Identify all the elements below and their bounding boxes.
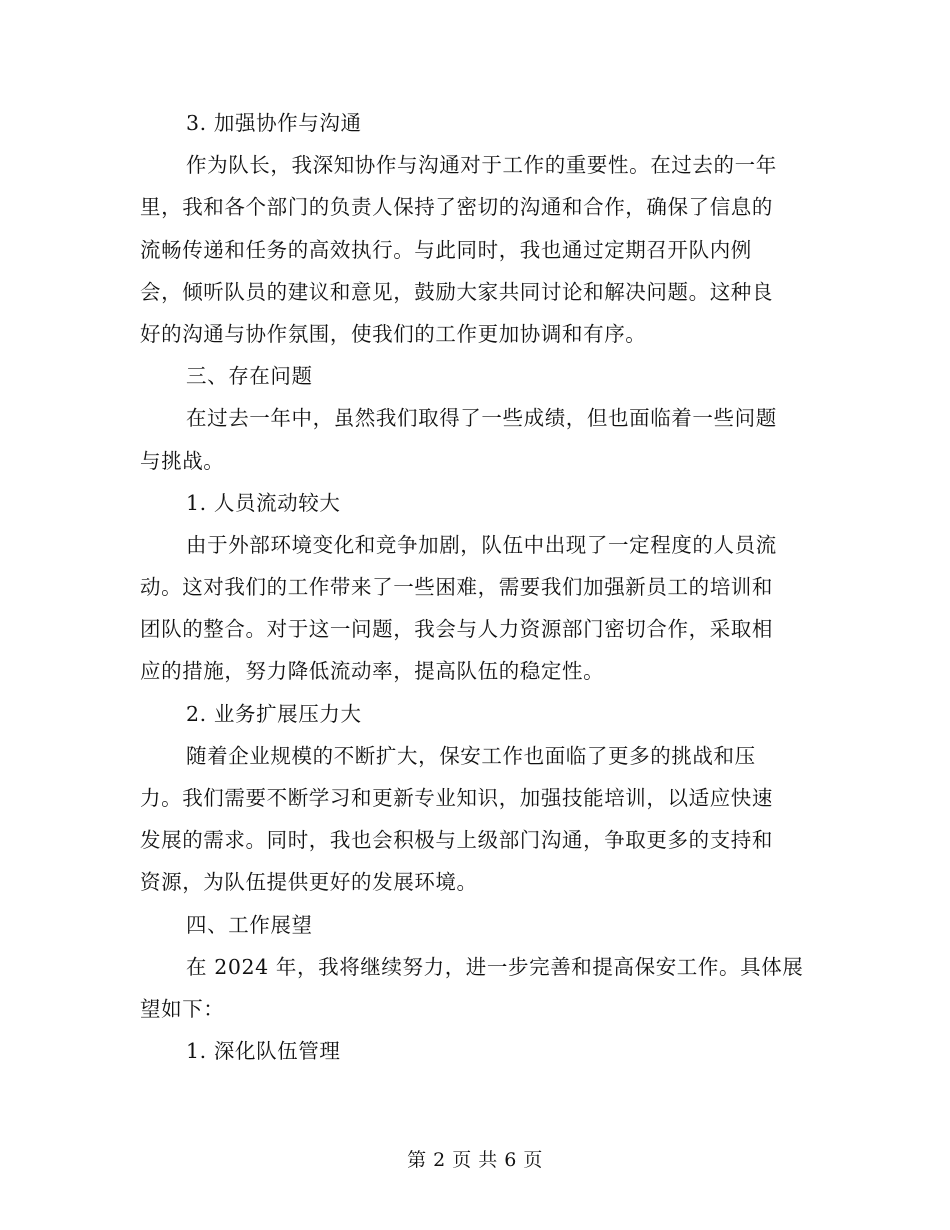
section-heading-problems: 三、存在问题 <box>186 364 313 389</box>
subheading-business-pressure: 2. 业务扩展压力大 <box>186 701 362 726</box>
paragraph-line: 与挑战。 <box>140 448 225 473</box>
paragraph-line: 随着企业规模的不断扩大，保安工作也面临了更多的挑战和压 <box>186 743 756 768</box>
paragraph-line: 作为队长，我深知协作与沟通对于工作的重要性。在过去的一年 <box>186 153 777 178</box>
paragraph-line: 里，我和各个部门的负责人保持了密切的沟通和合作，确保了信息的 <box>140 195 773 220</box>
paragraph-line: 力。我们需要不断学习和更新专业知识，加强技能培训，以适应快速 <box>140 786 773 810</box>
subheading-team-management: 1. 深化队伍管理 <box>186 1039 341 1064</box>
paragraph-line: 流畅传递和任务的高效执行。与此同时，我也通过定期召开队内例 <box>140 237 752 262</box>
page-number-footer: 第 2 页 共 6 页 <box>407 1149 543 1171</box>
paragraph-line: 团队的整合。对于这一问题，我会与人力资源部门密切合作，采取相 <box>140 617 773 642</box>
paragraph-line: 应的措施，努力降低流动率，提高队伍的稳定性。 <box>140 659 605 684</box>
paragraph-line: 在过去一年中，虽然我们取得了一些成绩，但也面临着一些问题 <box>186 406 777 431</box>
section-heading-outlook: 四、工作展望 <box>186 912 313 937</box>
document-body <box>140 102 805 1072</box>
paragraph-line: 发展的需求。同时，我也会积极与上级部门沟通，争取更多的支持和 <box>140 828 773 853</box>
paragraph-line: 在 2024 年，我将继续努力，进一步完善和提高保安工作。具体展 <box>186 954 804 979</box>
paragraph-line: 资源，为队伍提供更好的发展环境。 <box>140 870 478 895</box>
paragraph-line: 望如下： <box>140 996 225 1021</box>
paragraph-line: 动。这对我们的工作带来了一些困难，需要我们加强新员工的培训和 <box>140 575 773 600</box>
paragraph-line: 由于外部环境变化和竞争加剧，队伍中出现了一定程度的人员流 <box>186 532 777 557</box>
section-heading-3-collaboration: 3. 加强协作与沟通 <box>186 111 362 135</box>
paragraph-line: 好的沟通与协作氛围，使我们的工作更加协调和有序。 <box>140 321 647 346</box>
subheading-staff-turnover: 1. 人员流动较大 <box>186 490 341 515</box>
paragraph-line: 会，倾听队员的建议和意见，鼓励大家共同讨论和解决问题。这种良 <box>140 279 773 304</box>
